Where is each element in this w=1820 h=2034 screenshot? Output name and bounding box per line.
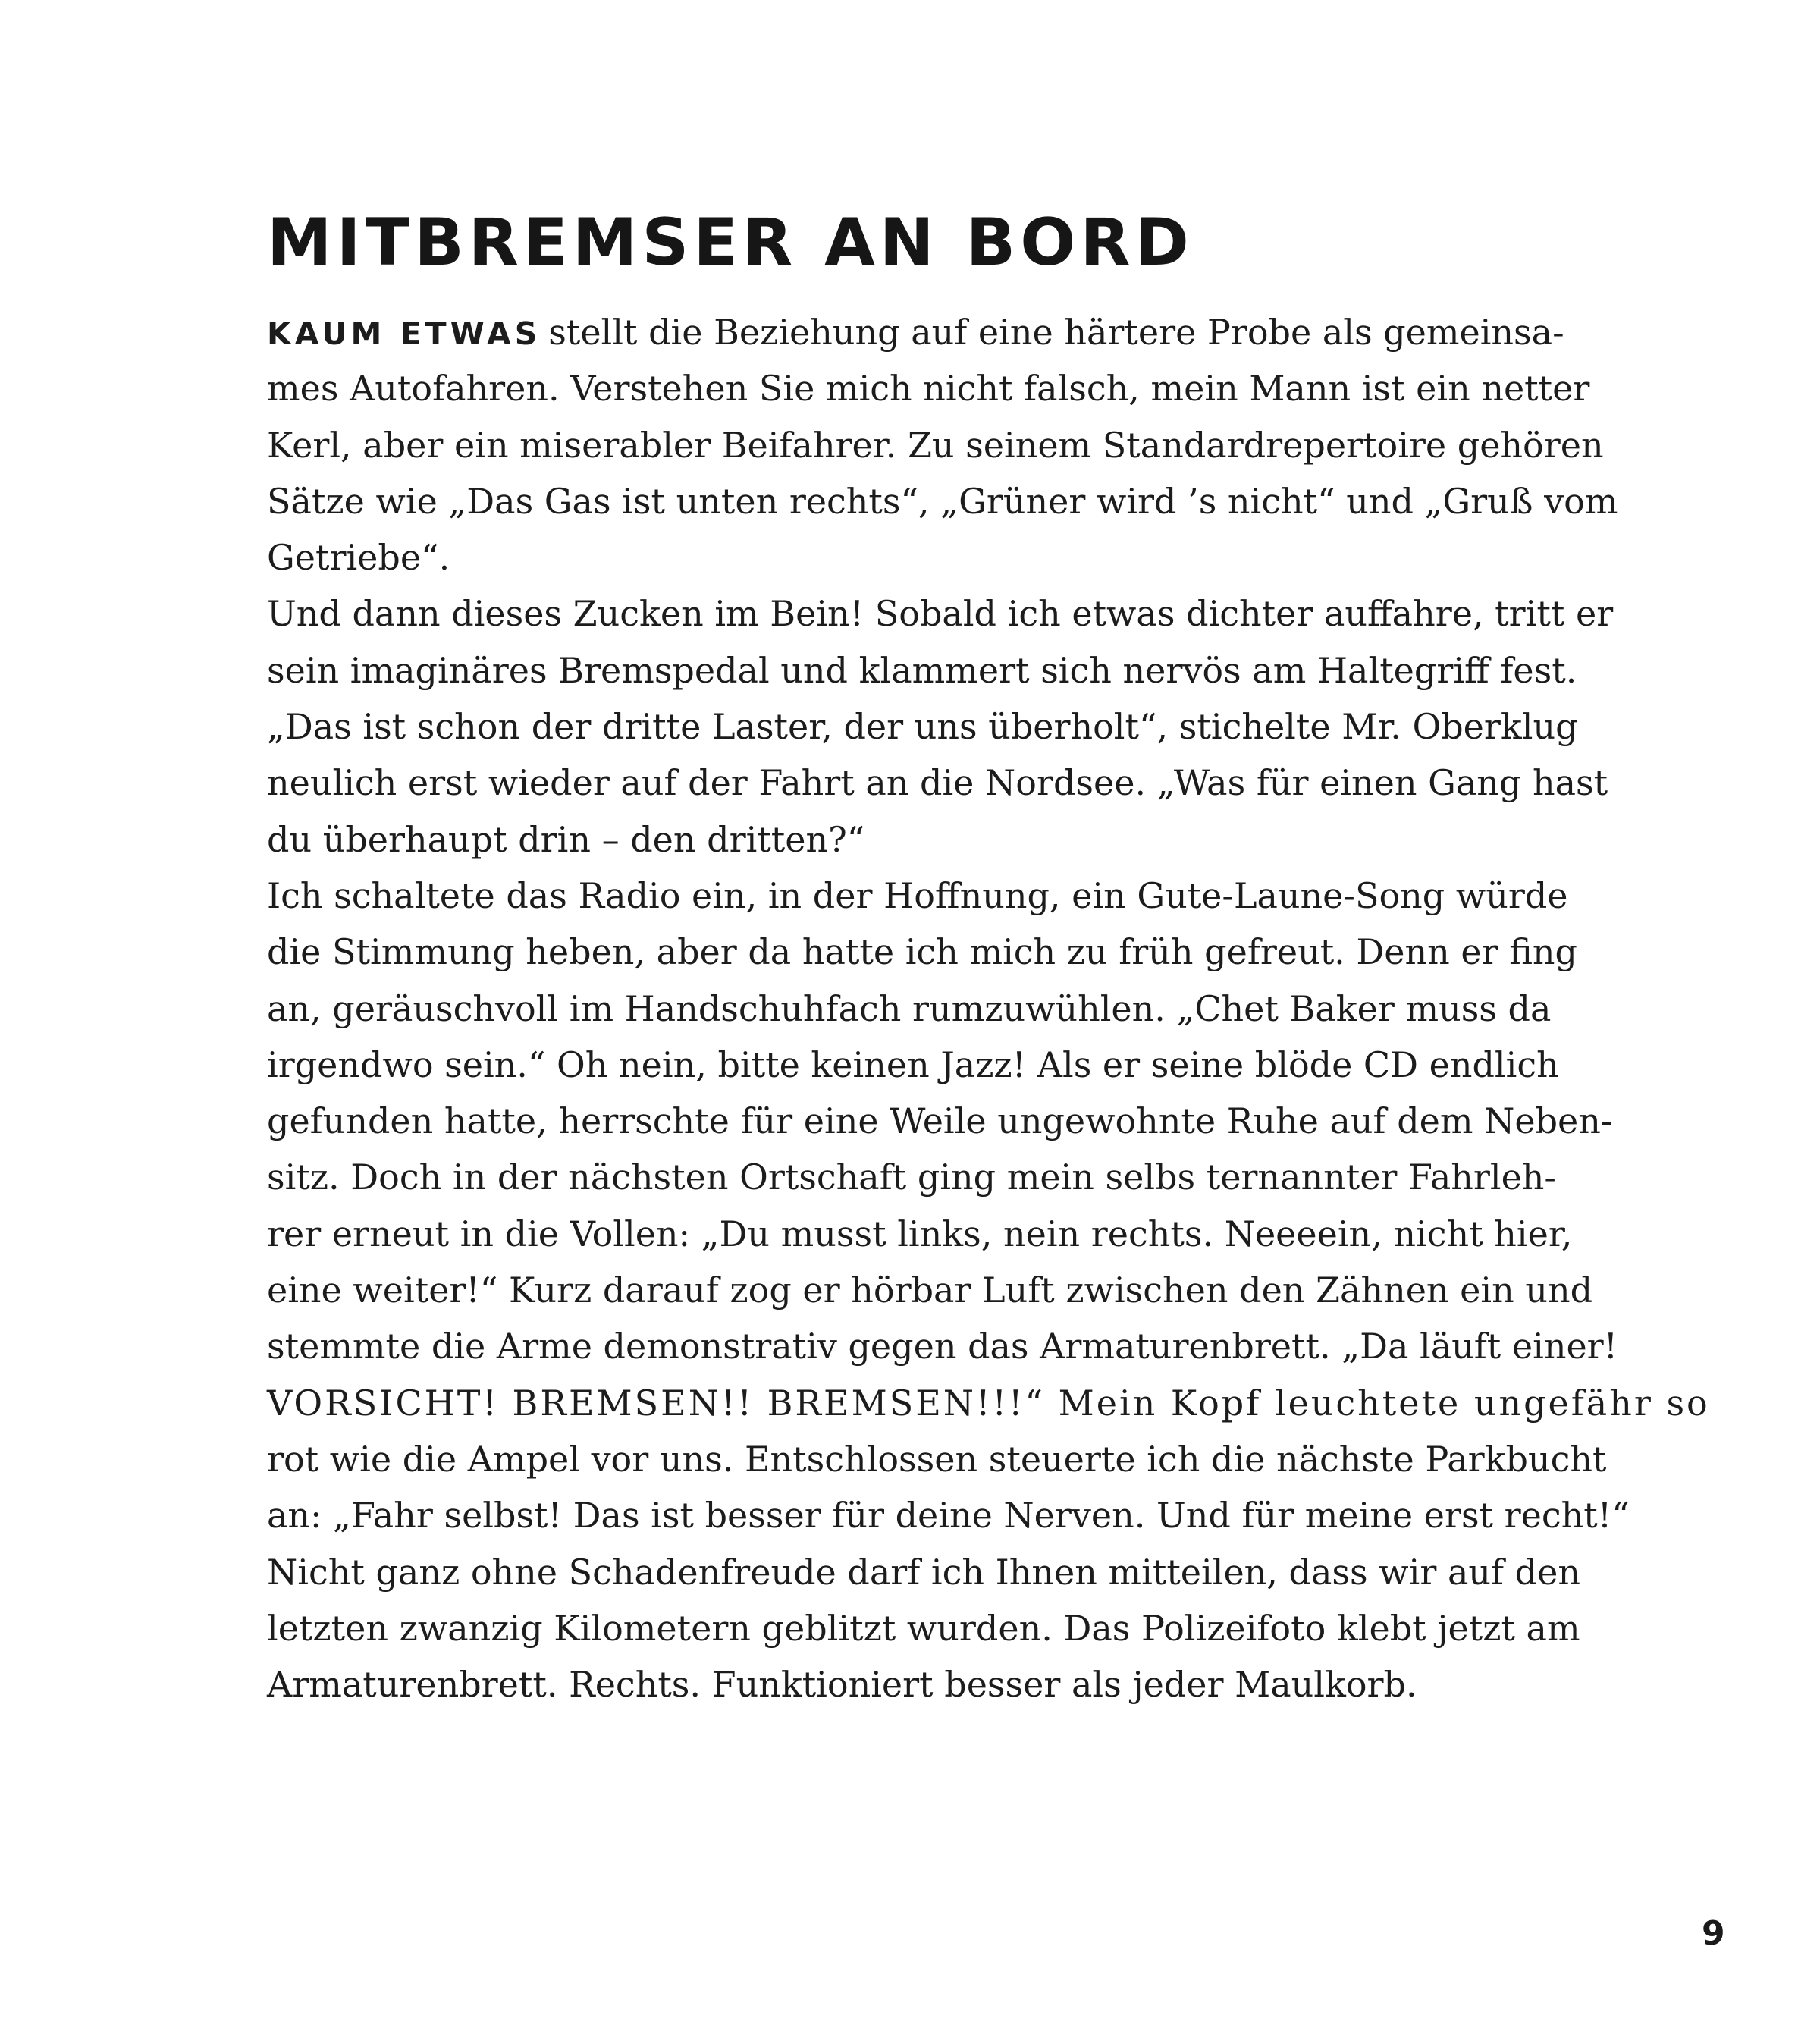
text-line: an: „Fahr selbst! Das ist besser für deine Nerven. Und für meine erst recht!“ xyxy=(267,1495,1630,1536)
text-line: Kerl, aber ein miserabler Beifahrer. Zu seinem Standardrepertoire gehören xyxy=(267,424,1604,466)
text-line: letzten zwanzig Kilometern geblitzt wurden. Das Polizeifoto klebt jetzt am xyxy=(267,1607,1580,1649)
text-line: sein imaginäres Bremspedal und klammert sich nervös am Haltegriff fest. xyxy=(267,649,1577,691)
text-line: neulich erst wieder auf der Fahrt an die Nordsee. „Was für einen Gang hast xyxy=(267,762,1608,804)
text-line: Nicht ganz ohne Schadenfreude darf ich Ihnen mitteilen, dass wir auf den xyxy=(267,1551,1580,1593)
text-line: Armaturenbrett. Rechts. Funktioniert besser als jeder Maulkorb. xyxy=(267,1664,1417,1706)
text-line: sitz. Doch in der nächsten Ortschaft ging mein selbs ternannter Fahrleh- xyxy=(267,1157,1556,1198)
text-line: Sätze wie „Das Gas ist unten rechts“, „Grüner wird ’s nicht“ und „Gruß vom xyxy=(267,480,1618,522)
text-line: Ich schaltete das Radio ein, in der Hoffnung, ein Gute-Laune-Song würde xyxy=(267,874,1568,916)
text-line: an, geräuschvoll im Handschuhfach rumzuwühlen. „Chet Baker muss da xyxy=(267,987,1552,1029)
text-line: stemmte die Arme demonstrativ gegen das Armaturenbrett. „Da läuft einer! xyxy=(267,1326,1618,1367)
text-line: VORSICHT! BREMSEN!! BREMSEN!!!“ Mein Kopf leuchtete ungefähr so xyxy=(267,1382,1710,1423)
text-line xyxy=(267,304,1564,360)
chapter-title: MITBREMSER AN BORD xyxy=(267,205,1194,281)
text-line: gefunden hatte, herrschte für eine Weile ungewohnte Ruhe auf dem Neben- xyxy=(267,1100,1613,1142)
text-line: eine weiter!“ Kurz darauf zog er hörbar Luft zwischen den Zähnen ein und xyxy=(267,1270,1593,1311)
text-line: irgendwo sein.“ Oh nein, bitte keinen Jazz! Als er seine blöde CD endlich xyxy=(267,1044,1559,1085)
chapter-body xyxy=(267,304,1710,1712)
text-line: mes Autofahren. Verstehen Sie mich nicht falsch, mein Mann ist ein netter xyxy=(267,368,1590,410)
text-line: rot wie die Ampel vor uns. Entschlossen steuerte ich die nächste Parkbucht xyxy=(267,1438,1607,1480)
text-line: du überhaupt drin – den dritten?“ xyxy=(267,818,865,860)
text-line: Getriebe“. xyxy=(267,537,450,579)
text-line: die Stimmung heben, aber da hatte ich mich zu früh gefreut. Denn er fing xyxy=(267,931,1577,973)
text-line: „Das ist schon der dritte Laster, der uns überholt“, stichelte Mr. Oberklug xyxy=(267,706,1578,748)
lead-in: KAUM ETWAS xyxy=(267,315,541,352)
text-line: Und dann dieses Zucken im Bein! Sobald ich etwas dichter auffahre, tritt er xyxy=(267,593,1614,635)
page-number: 9 xyxy=(1702,1914,1725,1953)
text-line-content: stellt die Beziehung auf eine härtere Probe als gemeinsa- xyxy=(548,312,1564,353)
text-line: rer erneut in die Vollen: „Du musst links, nein rechts. Neeeein, nicht hier, xyxy=(267,1213,1573,1254)
